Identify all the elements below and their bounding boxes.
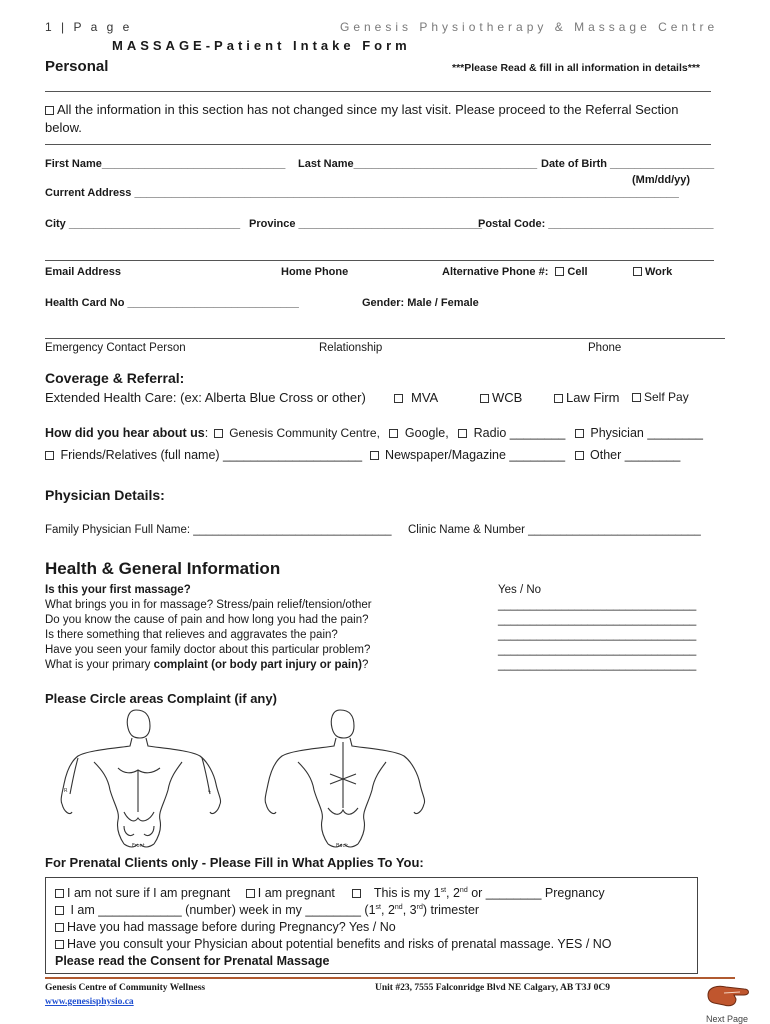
alt-phone-field[interactable]: Alternative Phone #: Cell: [442, 266, 588, 278]
checkbox[interactable]: [45, 451, 54, 460]
coverage-heading: Coverage & Referral:: [45, 370, 185, 386]
question-complaint: What is your primary complaint (or body part injury or pain)?: [45, 659, 369, 671]
option-google[interactable]: Google,: [404, 426, 449, 440]
checkbox[interactable]: [214, 429, 223, 438]
footer-rule: [45, 977, 735, 979]
extended-health-label: Extended Health Care: (ex: Alberta Blue Cross or other): [45, 390, 366, 405]
checkbox[interactable]: [55, 923, 64, 932]
emergency-phone-field[interactable]: Phone: [588, 342, 622, 354]
self-pay-option[interactable]: Self Pay: [632, 390, 689, 404]
checkbox[interactable]: [480, 394, 489, 403]
law-firm-option[interactable]: Law Firm: [554, 390, 619, 405]
mva-option[interactable]: MVA: [394, 390, 438, 405]
prenatal-line-3[interactable]: Have you had massage before during Pregnancy? Yes / No: [55, 920, 396, 934]
prenatal-line-4[interactable]: Have you consult your Physician about potential benefits and risks of prenatal massage. YES / NO: [55, 937, 612, 951]
first-name-field[interactable]: First Name______________________________: [45, 158, 286, 170]
checkbox[interactable]: [55, 906, 64, 915]
checkbox[interactable]: [389, 429, 398, 438]
checkbox[interactable]: [370, 451, 379, 460]
checkbox[interactable]: [632, 393, 641, 402]
svg-text:L: L: [208, 788, 211, 794]
checkbox[interactable]: [575, 429, 584, 438]
wcb-option[interactable]: WCB: [480, 390, 522, 405]
prenatal-consent: Please read the Consent for Prenatal Massage: [55, 954, 330, 968]
clinic-name-field[interactable]: Clinic Name & Number ___________________________: [408, 524, 701, 536]
svg-text:Front: Front: [132, 843, 145, 848]
question-first-massage: Is this your first massage?: [45, 584, 191, 596]
prenatal-line-2[interactable]: I am ____________ (number) week in my ________ (1st, 2nd, 3rd) trimester: [55, 903, 479, 917]
answer-line[interactable]: _______________________________: [498, 659, 697, 671]
checkbox[interactable]: [55, 889, 64, 898]
prenatal-heading: For Prenatal Clients only - Please Fill in What Applies To You:: [45, 855, 424, 870]
emergency-contact-field[interactable]: Emergency Contact Person: [45, 342, 186, 354]
option-newspaper[interactable]: Newspaper/Magazine ________: [385, 448, 566, 462]
checkbox[interactable]: [575, 451, 584, 460]
answer-line[interactable]: _______________________________: [498, 599, 697, 611]
health-card-field[interactable]: Health Card No ____________________________: [45, 297, 299, 309]
relationship-field[interactable]: Relationship: [319, 342, 383, 354]
gender-field[interactable]: Gender: Male / Female: [362, 297, 479, 309]
physician-heading: Physician Details:: [45, 487, 165, 503]
question-reason: What brings you in for massage? Stress/pain relief/tension/other: [45, 599, 372, 611]
question-relieves: Is there something that relieves and aggravates the pain?: [45, 629, 338, 641]
checkbox-cell[interactable]: [555, 267, 564, 276]
checkbox-work[interactable]: [633, 267, 642, 276]
checkbox[interactable]: [55, 940, 64, 949]
referral-source-row-2: [45, 448, 680, 462]
checkbox[interactable]: [458, 429, 467, 438]
next-page-label: Next Page: [706, 1014, 749, 1024]
divider: [45, 338, 725, 339]
instruction-note: ***Please Read & fill in all information in details***: [452, 62, 700, 74]
referral-label: How did you hear about us: [45, 426, 205, 440]
health-heading: Health & General Information: [45, 559, 281, 578]
unchanged-option-line2: below.: [45, 120, 82, 135]
option-other[interactable]: Other ________: [590, 448, 681, 462]
footer-address: Unit #23, 7555 Falconridge Blvd NE Calgary, AB T3J 0C9: [375, 983, 610, 993]
home-phone-field[interactable]: Home Phone: [281, 266, 349, 278]
footer-org: Genesis Centre of Community Wellness: [45, 983, 206, 993]
answer-line[interactable]: _______________________________: [498, 614, 697, 626]
referral-source-row: How did you hear about us: Genesis Community Centre, Google, Radio ________ Physician ________: [45, 426, 703, 440]
checkbox[interactable]: [554, 394, 563, 403]
body-diagram-front[interactable]: [58, 708, 238, 848]
footer-website-link[interactable]: www.genesisphysio.ca: [45, 997, 134, 1007]
section-personal-heading: Personal: [45, 58, 109, 75]
answer-line[interactable]: _______________________________: [498, 629, 697, 641]
postal-code-field[interactable]: Postal Code: ___________________________: [478, 218, 714, 230]
current-address-field[interactable]: Current Address _________________________________________________________________________________________: [45, 187, 679, 199]
question-doctor: Have you seen your family doctor about this particular problem?: [45, 644, 371, 656]
option-radio[interactable]: Radio ________: [473, 426, 566, 440]
next-page-button[interactable]: [704, 981, 754, 1024]
divider: [45, 144, 711, 145]
circle-areas-label: Please Circle areas Complaint (if any): [45, 691, 277, 706]
work-option[interactable]: Work: [633, 266, 672, 278]
unchanged-option[interactable]: All the information in this section has not changed since my last visit. Please proceed to the Referral Section: [45, 102, 678, 117]
email-field[interactable]: Email Address: [45, 266, 122, 278]
checkbox[interactable]: [246, 889, 255, 898]
answer-line[interactable]: _______________________________: [498, 644, 697, 656]
dob-format: (Mm/dd/yy): [632, 174, 691, 186]
checkbox[interactable]: [394, 394, 403, 403]
page-number: 1 | P a g e: [45, 20, 133, 34]
province-field[interactable]: Province ______________________________: [249, 218, 483, 230]
checkbox[interactable]: [352, 889, 361, 898]
form-title: MASSAGE-Patient Intake Form: [112, 38, 411, 53]
svg-text:R: R: [64, 788, 68, 794]
option-friends[interactable]: Friends/Relatives (full name) ____________________: [60, 448, 363, 462]
option-physician[interactable]: Physician ________: [590, 426, 703, 440]
svg-text:Back: Back: [336, 843, 349, 848]
divider: [45, 91, 711, 92]
family-physician-field[interactable]: Family Physician Full Name: _______________________________: [45, 524, 392, 536]
option-pregnant[interactable]: I am pregnant: [257, 886, 335, 900]
divider: [45, 260, 714, 261]
question-cause: Do you know the cause of pain and how long you had the pain?: [45, 614, 369, 626]
body-diagram-back[interactable]: [250, 708, 430, 848]
option-pregnancy-number[interactable]: This is my 1st, 2nd or ________ Pregnancy: [373, 886, 605, 900]
clinic-header: Genesis Physiotherapy & Massage Centre: [340, 20, 719, 34]
prenatal-line-1: [55, 886, 605, 900]
checkbox[interactable]: [45, 106, 54, 115]
option-gcc[interactable]: Genesis Community Centre,: [229, 426, 380, 440]
hand-pointer-icon: [704, 981, 752, 1009]
last-name-field[interactable]: Last Name______________________________: [298, 158, 538, 170]
city-field[interactable]: City ____________________________: [45, 218, 241, 230]
dob-field[interactable]: Date of Birth _________________: [541, 158, 715, 170]
option-not-sure[interactable]: I am not sure if I am pregnant: [67, 886, 231, 900]
answer-yes-no[interactable]: Yes / No: [498, 584, 542, 596]
